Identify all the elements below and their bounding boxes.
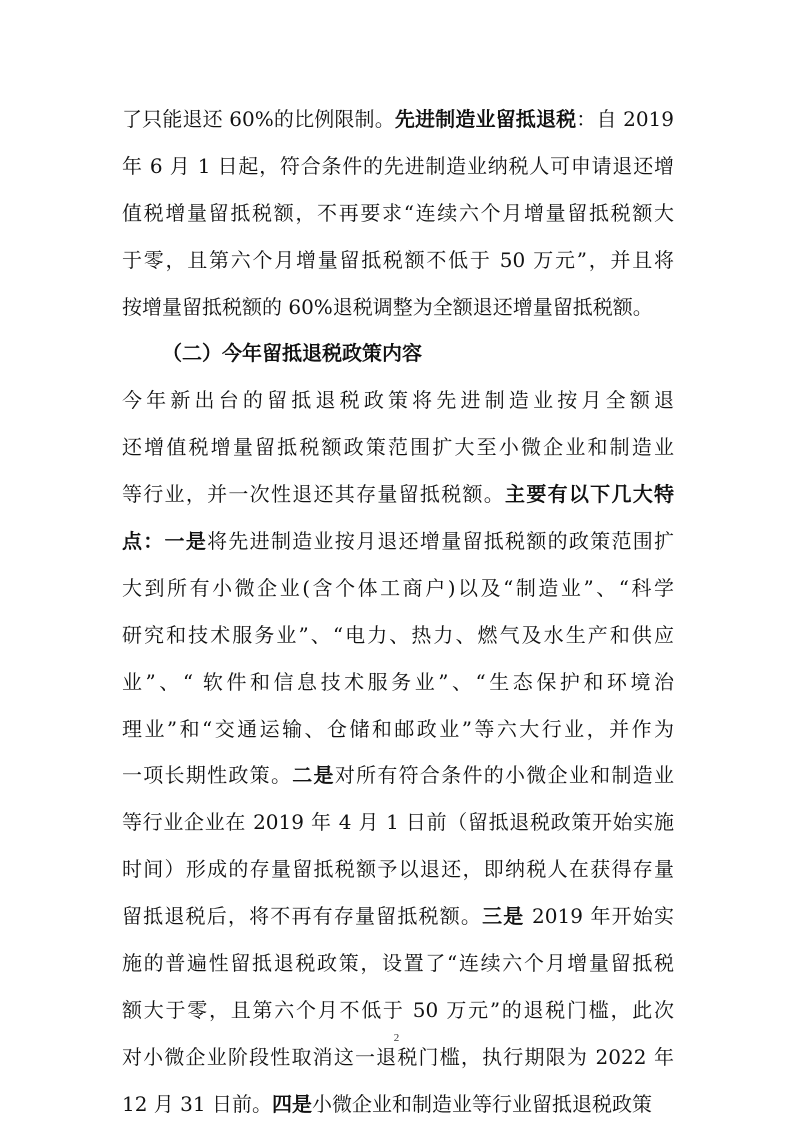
body-text <box>122 96 674 1128</box>
text-run: 了只能退还 60%的比例限制。 <box>122 107 395 131</box>
text-line <box>122 893 674 940</box>
text-run: 年 6 月 1 日起，符合条件的先进制造业纳税人可申请退还增 <box>122 153 674 178</box>
text-run: 将先进制造业按月退还增量留抵税额的政策范围扩 <box>207 529 674 554</box>
text-run: 按增量留抵税额的 60%退税调整为全额退还增量留抵税额。 <box>122 294 653 319</box>
text-line <box>122 284 674 331</box>
text-run: 一项长期性政策。 <box>122 763 293 788</box>
text-line <box>122 799 674 846</box>
text-line <box>122 846 674 893</box>
text-line <box>122 96 674 143</box>
text-run: 施的普遍性留抵退税政策，设置了“连续六个月增量留抵税 <box>122 951 674 976</box>
text-run: 还增值税增量留抵税额政策范围扩大至小微企业和制造业 <box>122 435 674 460</box>
text-run: 小微企业和制造业等行业留抵退税政策 <box>311 1091 652 1116</box>
text-line <box>122 518 674 565</box>
text-run: 额大于零，且第六个月不低于 50 万元”的退税门槛，此次 <box>122 997 674 1022</box>
text-run: 理业”和“交通运输、仓储和邮政业”等六大行业，并作为 <box>122 716 674 741</box>
text-line <box>122 706 674 753</box>
text-run: ：自 2019 <box>576 107 674 131</box>
text-run: 等行业企业在 2019 年 4 月 1 日前（留抵退税政策开始实施 <box>122 810 674 835</box>
bold-text: 四是 <box>271 1091 312 1116</box>
text-line <box>122 940 674 987</box>
text-line <box>122 237 674 284</box>
bold-text: 先进制造业留抵退税 <box>394 107 577 131</box>
text-line <box>122 471 674 518</box>
text-line <box>122 190 674 237</box>
text-run: 对所有符合条件的小微企业和制造业 <box>334 763 674 788</box>
text-run: 今年新出台的留抵退税政策将先进制造业按月全额退 <box>122 388 674 413</box>
text-line <box>122 1081 674 1128</box>
text-run: 对小微企业阶段性取消这一退税门槛，执行期限为 2022 年 <box>122 1044 674 1069</box>
text-run: 值税增量留抵税额，不再要求“连续六个月增量留抵税额大 <box>122 200 674 225</box>
text-line <box>122 143 674 190</box>
page-number: 2 <box>393 1032 400 1044</box>
text-line <box>122 659 674 706</box>
text-line <box>122 565 674 612</box>
text-run: 留抵退税后，将不再有存量留抵税额。 <box>122 904 483 929</box>
text-run: 大到所有小微企业(含个体工商户)以及“制造业”、“科学 <box>122 575 674 600</box>
text-run: 业”、“ 软件和信息技术服务业”、“生态保护和环境治 <box>122 669 674 694</box>
text-run: 等行业，并一次性退还其存量留抵税额。 <box>122 482 506 507</box>
text-line <box>122 752 674 799</box>
section-heading <box>122 330 674 377</box>
text-run: 12 月 31 日前。 <box>122 1091 272 1116</box>
text-run: 2019 年开始实 <box>524 904 674 929</box>
text-line <box>122 612 674 659</box>
bold-text: 主要有以下几大特 <box>505 482 674 507</box>
bold-text: （二）今年留抵退税政策内容 <box>162 341 422 366</box>
bold-text: 三是 <box>482 904 525 929</box>
text-run: 研究和技术服务业”、“电力、热力、燃气及水生产和供应 <box>122 622 674 647</box>
bold-text: 点：一是 <box>122 529 208 554</box>
text-line <box>122 377 674 424</box>
text-line <box>122 424 674 471</box>
text-line <box>122 987 674 1034</box>
bold-text: 二是 <box>292 763 335 788</box>
text-run: 时间）形成的存量留抵税额予以退还，即纳税人在获得存量 <box>122 857 674 882</box>
text-run: 于零，且第六个月增量留抵税额不低于 50 万元”，并且将 <box>122 247 674 272</box>
